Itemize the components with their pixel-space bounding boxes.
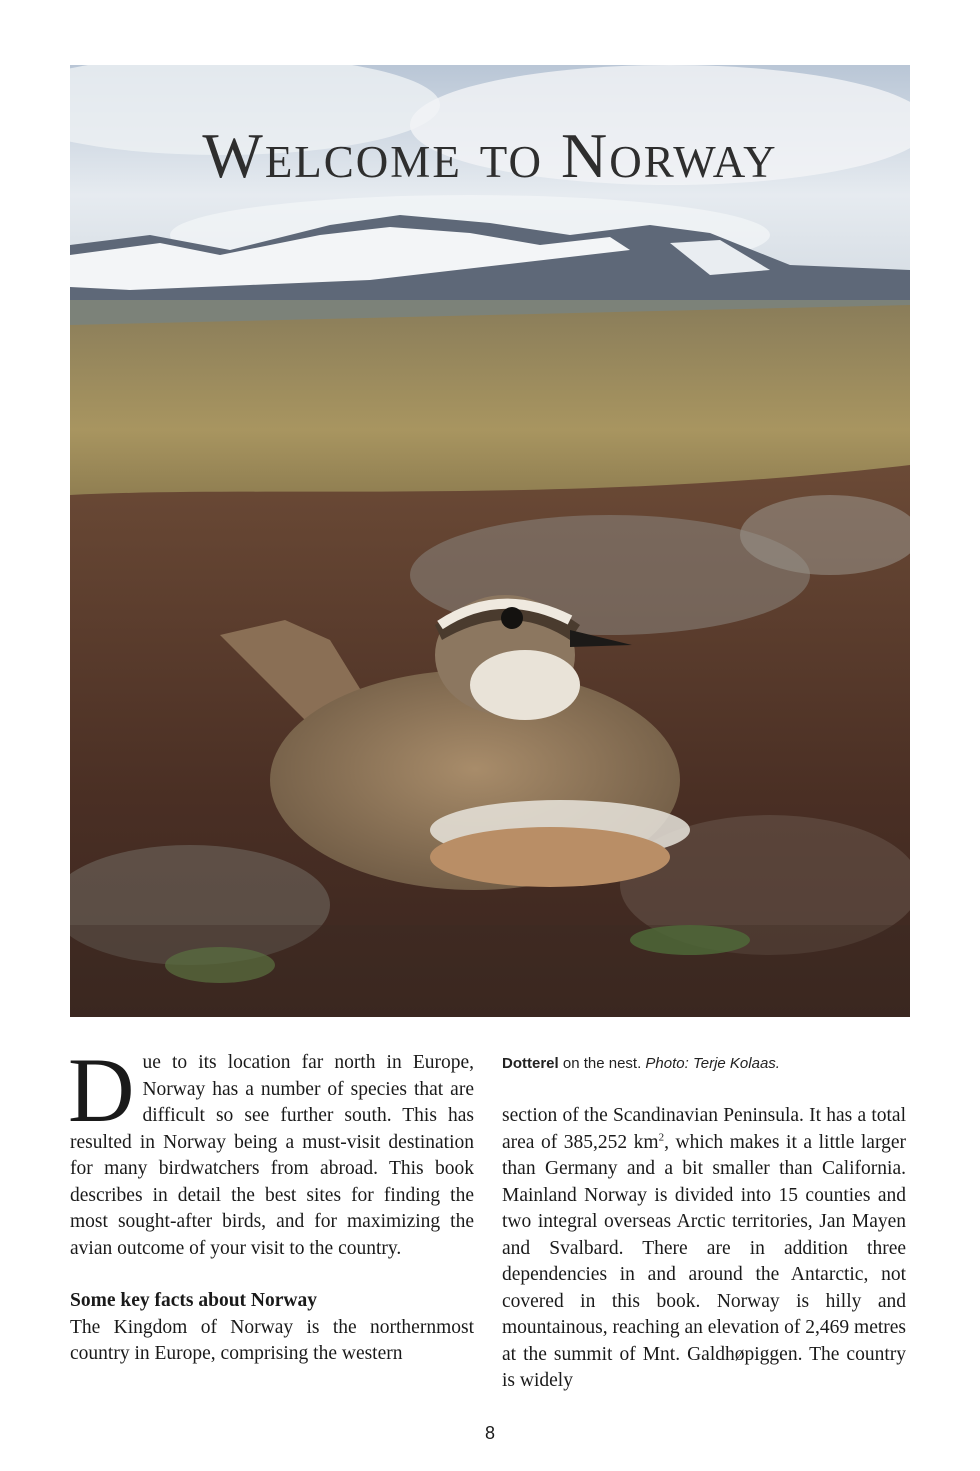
caption-text: on the nest. <box>558 1055 646 1072</box>
section-paragraph-left: The Kingdom of Norway is the northernmost country in Europe, comprising the western <box>70 1316 474 1364</box>
intro-paragraph <box>68 1039 474 1262</box>
section-text-1: section of the Scandinavian Peninsula. It has a total area of 385,252 km <box>502 1105 906 1153</box>
caption-credit: Photo: Terje Kolaas. <box>645 1055 780 1072</box>
intro-column <box>68 1039 474 1368</box>
drop-cap: D <box>68 1039 135 1141</box>
section-heading: Some key facts about Norway <box>70 1290 317 1311</box>
photo-illustration <box>70 65 910 1017</box>
section-text-2: , which makes it a little larger than Germany and a bit smaller than California. Mainland Norway is divided into 15 counties and two integral overseas Arctic territories, Jan Mayen and Svalbard. There are in addition three dependencies in and around the Antarctic, not covered in this book. Norway is hilly and mountainous, reaching an elevation of 2,469 metres at the summit of Mnt. Galdhøpiggen. The country is widely <box>502 1131 907 1391</box>
page-number: 8 <box>484 1423 495 1443</box>
page-title: Welcome to Norway <box>202 120 778 191</box>
photo-caption <box>502 1054 906 1074</box>
cover-photo-dotterel <box>70 65 910 1017</box>
intro-text: ue to its location far north in Europe, Norway has a number of species that are difficult so see further south. This has resulted in Norway being a must-visit destination for many birdwatchers from abroad. This book describes in detail the best sites for finding the most sought-after birds, and for maximizing the avian outcome of your visit to the country. <box>70 1052 474 1259</box>
superscript-two: 2 <box>658 1131 665 1143</box>
section-column-right <box>502 1103 906 1395</box>
section-paragraph-right <box>502 1103 906 1395</box>
caption-species: Dotterel <box>502 1055 559 1072</box>
